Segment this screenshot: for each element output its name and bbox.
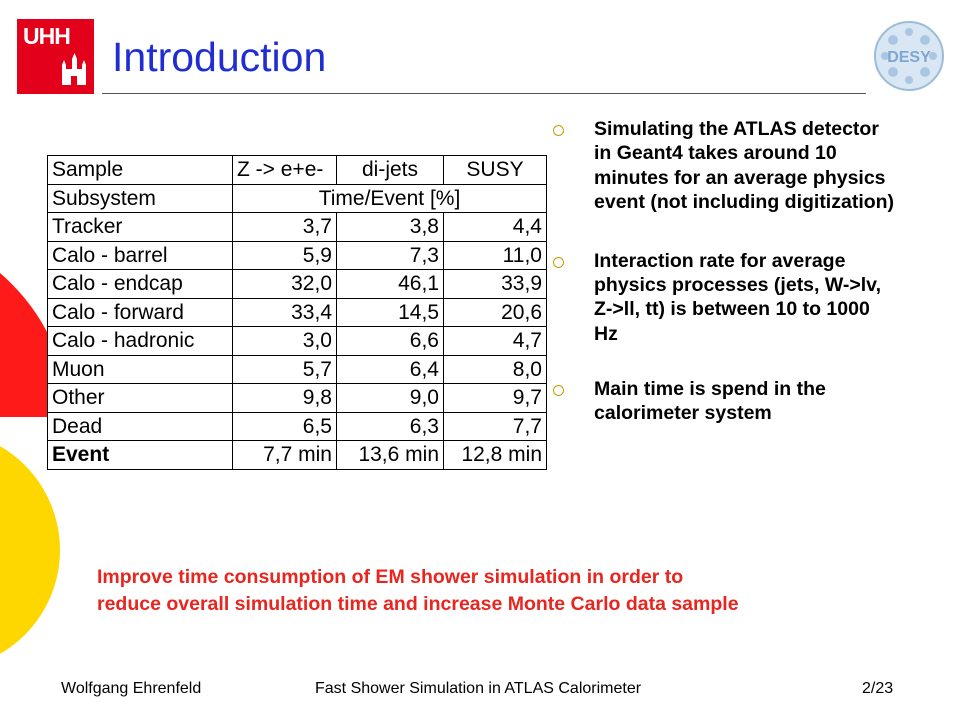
table-cell: Z -> e+e- (233, 156, 337, 185)
bullet-text: Simulating the ATLAS detector in Geant4 takes around 10 minutes for an average physics event (not including digitization) (594, 118, 895, 214)
table-row (48, 298, 547, 327)
bullet-list (553, 117, 898, 426)
list-item (553, 249, 898, 347)
table-cell: 3,7 (233, 213, 337, 242)
uhh-logo-text: UHH (23, 23, 70, 49)
simulation-time-table (47, 155, 547, 470)
bullet-text: Main time is spend in the calorimeter system (594, 378, 826, 425)
table-cell: 14,5 (337, 298, 444, 327)
table-cell: 11,0 (444, 241, 547, 270)
table-cell: 3,8 (337, 213, 444, 242)
table-row (48, 384, 547, 413)
table-row (48, 355, 547, 384)
table-cell: 3,0 (233, 327, 337, 356)
table-cell: 32,0 (233, 270, 337, 299)
list-item (553, 117, 898, 215)
table-cell: 5,7 (233, 355, 337, 384)
table-cell: 33,4 (233, 298, 337, 327)
table-cell: Calo - hadronic (48, 327, 233, 356)
table-cell: 9,0 (337, 384, 444, 413)
table-cell: 20,6 (444, 298, 547, 327)
table-cell: 9,7 (444, 384, 547, 413)
table-cell: 12,8 min (444, 441, 547, 470)
table-cell: 5,9 (233, 241, 337, 270)
table-row (48, 241, 547, 270)
table-cell: Event (48, 441, 233, 470)
hamburg-castle-icon (17, 19, 94, 94)
table-cell: Subsystem (48, 184, 233, 213)
table-cell: 4,4 (444, 213, 547, 242)
table-cell: Calo - forward (48, 298, 233, 327)
conclusion-text (97, 564, 917, 619)
table-cell: Tracker (48, 213, 233, 242)
table-cell: SUSY (444, 156, 547, 185)
bullet-circle-icon (553, 385, 564, 396)
table-cell: 13,6 min (337, 441, 444, 470)
conclusion-line: Improve time consumption of EM shower simulation in order to (97, 566, 684, 588)
table-cell: 33,9 (444, 270, 547, 299)
table-cell: 9,8 (233, 384, 337, 413)
bullet-circle-icon (553, 257, 564, 268)
title-divider (102, 93, 866, 94)
table-cell: Muon (48, 355, 233, 384)
table-cell: 7,3 (337, 241, 444, 270)
table-cell: Calo - barrel (48, 241, 233, 270)
slide-title: Introduction (112, 34, 327, 80)
desy-logo-text: DESY (887, 49, 931, 66)
table-row (48, 327, 547, 356)
table-cell: 46,1 (337, 270, 444, 299)
table-cell: Sample (48, 156, 233, 185)
footer-title: Fast Shower Simulation in ATLAS Calorimeter (315, 680, 642, 697)
table-cell: Calo - endcap (48, 270, 233, 299)
list-item (553, 377, 898, 426)
conclusion-line: reduce overall simulation time and increase Monte Carlo data sample (97, 593, 739, 616)
footer-author: Wolfgang Ehrenfeld (61, 680, 202, 697)
table-cell: 6,3 (337, 412, 444, 441)
desy-logo (873, 20, 945, 92)
table-cell: di-jets (337, 156, 444, 185)
table-subheader-row (48, 184, 547, 213)
table-row (48, 412, 547, 441)
table-cell: 4,7 (444, 327, 547, 356)
table-cell: 7,7 (444, 412, 547, 441)
bullet-text: Interaction rate for average physics processes (jets, W->lv, Z->ll, tt) is between 10 to 1000 Hz (594, 249, 881, 345)
table-cell: Other (48, 384, 233, 413)
footer-page-number: 2/23 (862, 680, 894, 697)
table-cell: Dead (48, 412, 233, 441)
table-total-row (48, 441, 547, 470)
table-cell: 6,5 (233, 412, 337, 441)
table-cell: 6,6 (337, 327, 444, 356)
table-header-row (48, 156, 547, 185)
table-cell: 6,4 (337, 355, 444, 384)
table-row (48, 270, 547, 299)
table-cell: 7,7 min (233, 441, 337, 470)
bullet-circle-icon (553, 125, 564, 136)
uhh-logo (17, 19, 94, 94)
table-row (48, 213, 547, 242)
table-cell: 8,0 (444, 355, 547, 384)
table-cell: Time/Event [%] (233, 184, 547, 213)
